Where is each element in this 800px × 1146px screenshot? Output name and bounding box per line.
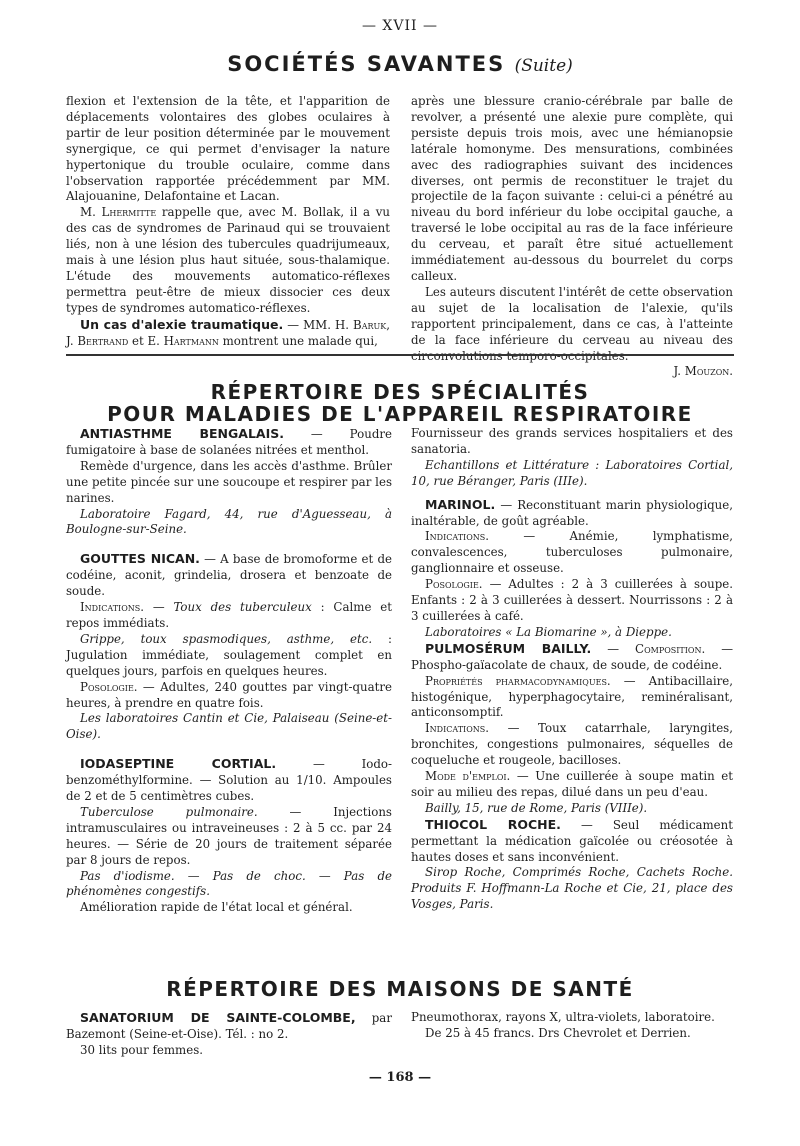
societes-left-p1: flexion et l'extension de la tête, et l'apparition de déplacements volontaires des globes oculaires à partir de leur position déterminée par le mouvement synergique, ce qui permet d'envisager la nature hypertonique du trouble oculaire, comme dans l'observation rapportée précédemment par MM. Alajouanine, Delafontaine et Lacan. [66,94,390,204]
antiasthme-name: ANTIASTHME BENGALAIS. [80,426,284,441]
marinol-posologie [411,577,733,625]
iodaseptine-tuberc-label: Tuberculose pulmonaire. [80,804,258,819]
repertoire-resp-title-2: POUR MALADIES DE L'APPAREIL RESPIRATOIRE [107,402,693,426]
section-divider [66,354,734,356]
gouttes-ind-rest: : Calme et repos immédiats. [66,600,392,630]
societes-right-p2: Les auteurs discutent l'intérêt de cette observation au sujet de la localisation de l'alexie, qu'ils rapportent principalement, dans ce cas, à l'atteinte de la face inférieure du cerveau au niveau des [411,284,733,347]
repertoire-left-column [66,426,392,916]
repertoire-resp-title-1: RÉPERTOIRE DES SPÉCIALITÉS [210,380,590,404]
pulmoserum-prop-label: Propriétés pharmacodynamiques. [425,673,611,688]
iodaseptine-amelio: Amélioration rapide de l'état local et général. [80,900,353,915]
gouttes-name: GOUTTES NICAN. [80,551,200,567]
iodaseptine-cont: Fournisseur des grands services hospitaliers et des sanatoria. [411,426,733,456]
gouttes-grippe [66,632,392,680]
marinol-poso-label: Posologie. [425,577,483,592]
pulmoserum-name: PULMOSÉRUM BAILLY. [425,640,592,656]
alexie-sep: — MM. [283,317,335,332]
sanatorium-prix: De 25 à 45 francs. Drs Chevrolet et Derrien. [425,1025,691,1040]
thiocol-lab: Sirop Roche, Comprimés Roche, Cachets Roche. Produits F. Hoffmann-La Roche et Cie, 21, place des Vosges, Paris. [411,865,733,912]
societes-right-p1: après une blessure cranio-cérébrale par balle de revolver, a présenté une alexie pure complète, qui persiste depuis trois mois, avec une hémianopsie latérale homonyme. Des mensurations, combinées avec des radiographies suivant des incidences diverses, ont permis de reconstituer le trajet du projectile de la façon suivante : celui-ci a pénétré au niveau du bord inférieur du lobe occipital gauche, a traversé le lobe occipital au ras de la face inférieure du cerveau, et paraît être situé actuellement immédiatement au-dessous du bourrelet du corps calleux. [411,94,733,283]
iodaseptine-echantillons: Echantillons et Littérature : Laboratoires Cortial, 10, rue Béranger, Paris (IIIe). [411,457,733,488]
thiocol-entry [411,817,733,866]
gouttes-poso-label: Posologie. [80,679,138,694]
spacer [66,743,392,756]
pulmoserum-mode-text: — Une cuillerée à soupe matin et soir au milieu des repas, dilué dans un peu d'eau. [411,769,733,799]
societes-left-p2-text: rappelle que, avec M. Bollak, il a vu des cas de syndromes de Parinaud qui se trouvaient liés, non à une lésion des tubercules quadrijumeaux, mais à une lésion plus haut située, sous-thalamique. L'étude des mouvements automatico-réflexes permettra peut-être de mieux dissocier ces deux types de syndromes automatico-réflexes. [66,205,391,315]
pulmoserum-comp-text: Phospho-gaïacolate de chaux, de soude, de codéine. [411,657,723,672]
alexie-comma: , [386,317,390,332]
gouttes-ind-sep: — [143,600,174,615]
thiocol-desc: — Seul médicament permettant la médication gaïcolée ou créosotée à hautes doses et sans inconvénient. [411,817,733,864]
marinol-ind-label: Indications. [425,529,489,544]
maisons-left-column [66,1010,392,1059]
iodaseptine-entry [66,756,392,805]
gouttes-grippe-text: : Jugulation immédiate, soulagement complet en quelques jours, parfois en quelques heures. [66,631,392,678]
pulmoserum-ind-label: Indications. [425,721,489,736]
iodaseptine-pas: Pas d'iodisme. — Pas de choc. — Pas de phénomènes congestifs. [66,868,392,899]
page-number: — 168 — [368,1070,432,1085]
pulmoserum-proprietes [411,674,733,722]
societes-left-p3 [66,317,390,350]
maisons-heading: RÉPERTOIRE DES MAISONS DE SANTÉ [166,977,634,1001]
antiasthme-lab: Laboratoire Fagard, 44, rue d'Aguesseau, à Boulogne-sur-Seine. [66,506,392,537]
thiocol-name: THIOCOL ROCHE. [425,816,561,832]
societes-title: SOCIÉTÉS SAVANTES [227,52,506,76]
antiasthme-usage: Remède d'urgence, dans les accès d'asthme. Brûler une petite pincée sur une soucoupe et respirer par les narines. [66,458,392,505]
marinol-ind-text: — Anémie, lymphatisme, convalescences, tuberculoses pulmonaire, ganglionnaire et osseuse. [411,529,733,576]
spacer [411,490,733,497]
sanatorium-lits: 30 lits pour femmes. [80,1042,203,1057]
sanatorium-address: par Bazemont (Seine-et-Oise). Tél. : no 2. [66,1011,392,1041]
societes-left-p2 [66,205,390,316]
sanatorium-services: Pneumothorax, rayons X, ultra-violets, laboratoire. [411,1010,715,1024]
marinol-lab: Laboratoires « La Biomarine », à Dieppe. [425,624,672,639]
societes-suite: (Suite) [514,56,573,76]
marinol-desc: — Reconstituant marin physiologique, inaltérable, de goût agréable. [411,497,733,528]
iodaseptine-tuberc-text: — Injections intramusculaires ou intraveineuses : 2 à 5 cc. par 24 heures. — Série de 20 jours de traitement séparée par 8 jours de repos. [66,804,392,867]
gouttes-ind-text: Toux des tuberculeux [173,600,312,615]
iodaseptine-tuberculose [66,805,392,869]
lhermitte-name: M. Lhermitte [80,205,157,220]
gouttes-ind-label: Indications. [80,600,144,615]
gouttes-poso-text: — Adultes, 240 gouttes par vingt-quatre heures, à prendre en quatre fois. [66,679,392,710]
iodaseptine-name: IODASEPTINE CORTIAL. [80,756,277,772]
repertoire-resp-heading [0,381,800,425]
gouttes-desc: — A base de bromoforme et de codéine, aconit, grindelia, drosera et benzoate de soude. [66,552,392,599]
maisons-right-column [411,1010,733,1042]
marinol-entry [411,497,733,530]
sanatorium-entry [66,1010,392,1043]
gouttes-entry [66,551,392,600]
pulmoserum-mode [411,769,733,801]
antiasthme-desc: — Poudre fumigatoire à base de solanées nitrées et menthol. [66,427,392,457]
repertoire-right-column [411,426,733,913]
hartmann-name: E. Hartmann [147,333,219,348]
pulmoserum-entry: PULMOSÉRUM BAILLY. — Composition. — Phospho-gaïacolate de chaux, de soude, de codéine. [411,640,734,672]
page-header: — XVII — [361,18,439,34]
pulmoserum-lab: Bailly, 15, rue de Rome, Paris (VIIIe). [425,800,648,815]
pulmoserum-prop-text: — Antibacillaire, histogénique, hyperphagocytaire, reminéralisant, anticonsomptif. [411,673,733,720]
societes-right-column [411,94,733,380]
baruk-name: H. Baruk [335,317,387,332]
pulmoserum-mode-label: Mode d'emploi. [425,769,511,784]
iodaseptine-desc: — Iodo-benzométhylformine. — Solution au 1/10. Ampoules de 2 et de 5 centimètres cubes. [66,757,392,804]
gouttes-grippe-label: Grippe, toux spasmodiques, asthme, etc. [80,631,373,646]
marinol-poso-text: — Adultes : 2 à 3 cuillerées à soupe. Enfants : 2 à 3 cuillerées à dessert. Nourrissons : 2 à 3 cuillerées à café. [411,577,733,623]
societes-heading [0,52,800,76]
sanatorium-name: SANATORIUM DE SAINTE-COLOMBE, [80,1010,356,1025]
pulmoserum-comp-label: Composition. [635,641,706,656]
pulmoserum-ind-text: — Toux catarrhale, laryngites, bronchites, congestions pulmonaires, séquelles de coqueluche et rougeole, bacilloses. [411,721,733,768]
alexie-end: montrent une malade qui, [218,333,378,348]
marinol-indications [411,529,733,577]
alexie-and: et [128,333,148,348]
spacer [66,538,392,551]
marinol-name: MARINOL. [425,496,496,512]
gouttes-indications [66,600,392,632]
bertrand-name: J. Bertrand [66,333,129,348]
gouttes-lab: Les laboratoires Cantin et Cie, Palaiseau (Seine-et-Oise). [66,711,392,742]
societes-left-column [66,94,390,350]
antiasthme-entry [66,426,392,459]
signature-mouzon: J. Mouzon. [673,364,733,379]
gouttes-posologie [66,680,392,712]
pulmoserum-indications [411,721,733,769]
alexie-title: Un cas d'alexie traumatique. [80,316,284,332]
